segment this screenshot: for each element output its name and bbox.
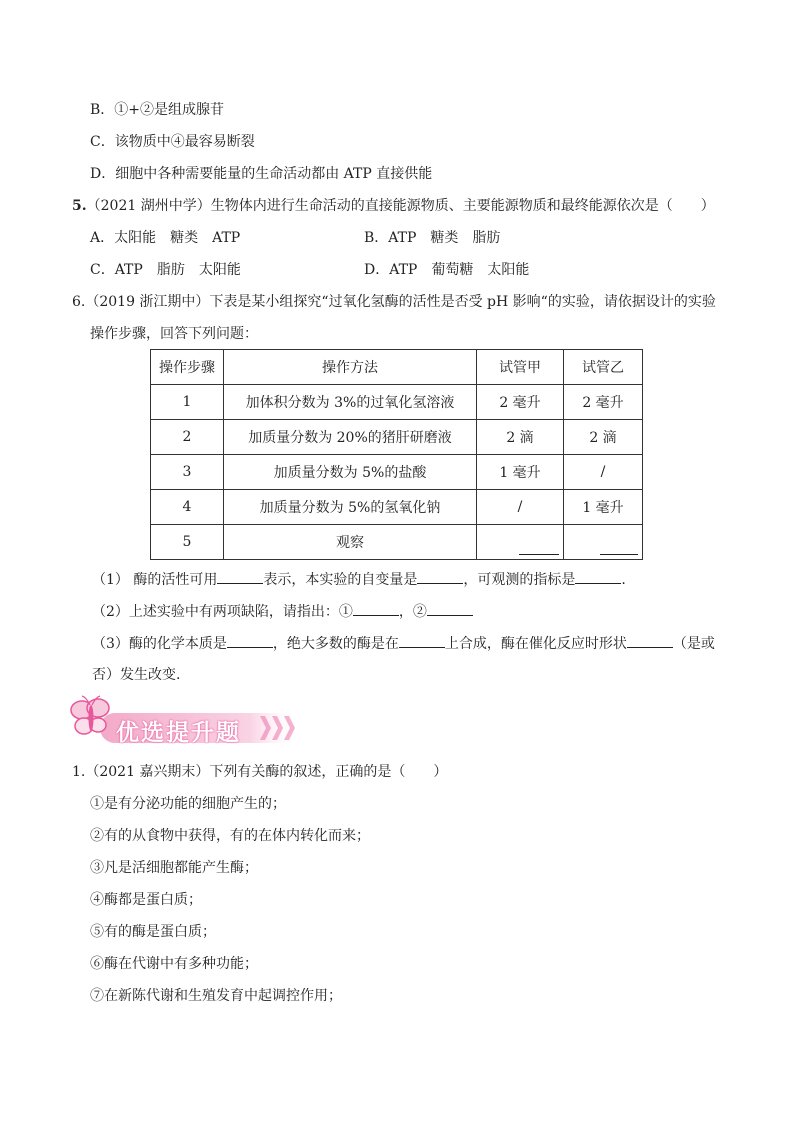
table-cell: 加质量分数为 5%的盐酸 (224, 455, 477, 490)
table-cell: 加质量分数为 5%的氢氧化钠 (224, 490, 477, 525)
sub-text: ，② (398, 604, 427, 620)
table-cell: 2 滴 (564, 420, 643, 455)
q6-stem-line1: 6.（2019 浙江期中）下表是某小组探究“过氧化氢酶的活性是否受 pH 影响“的实验，请依据设计的实验 (72, 294, 716, 310)
table-cell: 2 毫升 (477, 385, 564, 420)
answer-blank[interactable] (227, 633, 273, 648)
sub-text: ，绝大多数的酶是在 (272, 636, 399, 652)
q1-item: ⑤有的酶是蛋白质； (90, 924, 216, 940)
q6-sub1 (92, 569, 626, 590)
sub-text: . (621, 572, 626, 588)
table-row (151, 490, 643, 525)
table-row (151, 420, 643, 455)
answer-blank[interactable] (217, 569, 263, 584)
q6-sub3 (92, 633, 715, 654)
section-title: 优选提升题 (116, 720, 241, 746)
sub-text: （2）上述实验中有两项缺陷，请指出：① (92, 604, 353, 620)
q1-item: ⑥酶在代谢中有多种功能； (90, 956, 258, 972)
sub-text: 表示，本实验的自变量是 (263, 572, 418, 588)
table-header-cell: 操作步骤 (151, 350, 224, 385)
table-row (151, 525, 643, 560)
table-row (151, 455, 643, 490)
table-cell: 5 (151, 525, 224, 560)
option-c: C．该物质中④最容易断裂 (90, 134, 255, 150)
experiment-table (150, 349, 643, 560)
table-cell: 1 (151, 385, 224, 420)
q5-option-a: A．太阳能 糖类 ATP (90, 230, 241, 246)
sub-text: （是或 (672, 636, 715, 652)
answer-blank[interactable] (353, 601, 399, 616)
option-b: B．①+②是组成腺苷 (90, 102, 225, 118)
answer-blank[interactable] (519, 540, 559, 555)
answer-blank[interactable] (399, 633, 445, 648)
q1-item: ④酶都是蛋白质； (90, 892, 202, 908)
table-header-cell: 操作方法 (224, 350, 477, 385)
section-banner (60, 694, 310, 750)
table-cell: 4 (151, 490, 224, 525)
q6-sub3-cont: 否）发生改变. (92, 667, 181, 683)
butterfly-icon (71, 696, 109, 734)
table-cell: 加体积分数为 3%的过氧化氢溶液 (224, 385, 477, 420)
table-row (151, 385, 643, 420)
table-cell: 1 毫升 (477, 455, 564, 490)
table-cell: 加质量分数为 20%的猪肝研磨液 (224, 420, 477, 455)
option-d: D．细胞中各种需要能量的生命活动都由 ATP 直接供能 (90, 166, 433, 182)
sub-text: （3）酶的化学本质是 (92, 636, 227, 652)
answer-blank[interactable] (627, 633, 673, 648)
table-header-cell: 试管乙 (564, 350, 643, 385)
sub-text: 上合成，酶在催化反应时形状 (444, 636, 627, 652)
answer-blank-cell[interactable] (564, 525, 643, 560)
table-header-row (151, 350, 643, 385)
q1-item: ③凡是活细胞都能产生酶； (90, 860, 258, 876)
table-cell: 3 (151, 455, 224, 490)
table-cell: 1 毫升 (564, 490, 643, 525)
answer-blank[interactable] (427, 601, 473, 616)
q6-stem-line2: 操作步骤，回答下列问题： (90, 326, 258, 342)
q5-option-d: D．ATP 葡萄糖 太阳能 (364, 262, 530, 278)
question-5 (72, 196, 715, 216)
answer-blank[interactable] (600, 540, 638, 555)
table-cell: 2 (151, 420, 224, 455)
q1-item: ①是有分泌功能的细胞产生的； (90, 796, 286, 812)
sub-text: （1） 酶的活性可用 (92, 572, 218, 588)
table-cell: 观察 (224, 525, 477, 560)
table-header-cell: 试管甲 (477, 350, 564, 385)
table-cell: / (564, 455, 643, 490)
q1-item: ②有的从食物中获得，有的在体内转化而来； (90, 828, 370, 844)
answer-blank[interactable] (417, 569, 463, 584)
question-number: 5. (72, 198, 87, 214)
q5-option-b: B．ATP 糖类 脂肪 (364, 230, 501, 246)
table-cell: / (477, 490, 564, 525)
table-cell: 2 滴 (477, 420, 564, 455)
q1-item: ⑦在新陈代谢和生殖发育中起调控作用； (90, 988, 342, 1004)
q5-option-c: C．ATP 脂肪 太阳能 (90, 262, 241, 278)
sub-text: ，可观测的指标是 (463, 572, 576, 588)
answer-blank-cell[interactable] (477, 525, 564, 560)
q1-stem: 1.（2021 嘉兴期末）下列有关酶的叙述，正确的是（ ） (72, 764, 448, 780)
q6-sub2 (92, 601, 473, 622)
answer-blank[interactable] (575, 569, 621, 584)
table-cell: 2 毫升 (564, 385, 643, 420)
question-stem: （2021 湖州中学）生物体内进行生命活动的直接能源物质、主要能源物质和最终能源依次是（ ） (86, 198, 715, 214)
